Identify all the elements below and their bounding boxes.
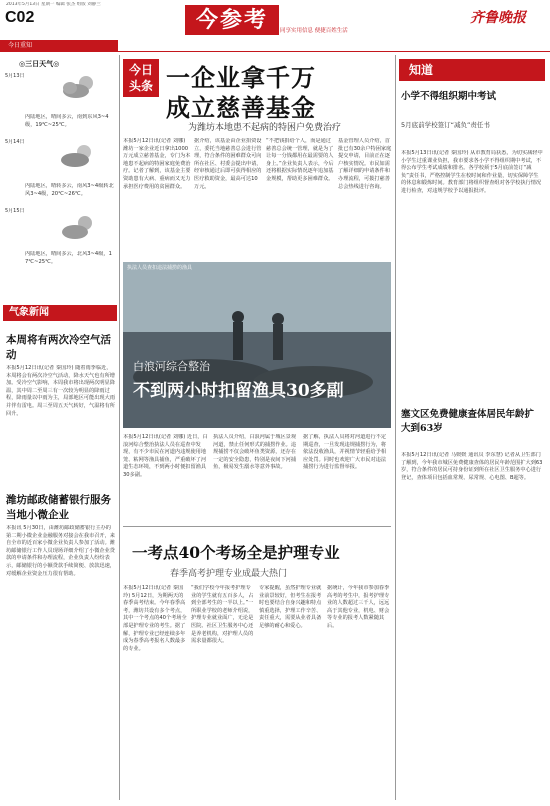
nursing-col-2: “我们学校今年报考护理专业的学生就有五百多人，占到全部考生的一半以上。”一所职业学校的老师介绍说，护理专业就业面广，无论是医院、社区卫生服务中心还是养老机构，对护理人员的需求量都很大。 xyxy=(191,585,254,645)
header-rule xyxy=(0,51,550,52)
section-rule xyxy=(123,526,391,527)
nursing-col-4: 据统计，今年我市参加春季高考的考生中，报考护理专业的人数超过三千人，远远高于其他专业，机电、财会等专业的报考人数紧随其后。 xyxy=(327,585,390,629)
lead-tag xyxy=(123,59,159,97)
lead-headline-2: 成立慈善基金 xyxy=(166,93,316,122)
lead-col-3: “不把钱捐给个人，而是通过慈善总会统一管理，就是为了让每一分钱都用在最需要的人身上。”企业负责人表示，今后还将根据实际情况逐年追加基金规模，帮助更多困难群众。 xyxy=(266,138,334,182)
column-rule-right xyxy=(395,55,396,800)
weather-text-3: 内陆地区，晴间多云，北风3~4级，17℃~25℃。 xyxy=(25,251,112,265)
nursing-col-1: 本报5月12日讯(记者 秦国玲) 5月12日，为期两天的春季高考结束。今年春季高考，潍坊共设有多个考点，其中一个考点的40个考场全部是护理专业的考生。据了解，护理专业已经连续多年成为春季高考报名人数最多的专业。 xyxy=(123,585,187,652)
paper-logo: 齐鲁晚报 xyxy=(470,10,526,26)
weather-date-1: 5月13日 xyxy=(5,73,25,79)
sidebar-headline-2: 塞文区免费健康查体居民年龄扩大到63岁 xyxy=(401,409,535,434)
fishing-body-1: 本报5月12日讯(记者 刘娜) 近日，白浪河综合整治执法人员在巡查中发现，有不少市民在河道内违规使用地笼、粘网等渔具捕鱼，严重破坏了河道生态环境，不到两小时便扣留渔具30多副。 xyxy=(123,434,208,478)
lead-col-1: 本报5月12日讯(记者 刘娜) 潍坊一家企业近日拿出1000万元成立慈善基金，专门为本地患不起病的特困家庭免费治疗。记者了解到，该基金主要资助患有大病、重病而又无力承担医疗费用的贫困群众。 xyxy=(123,138,191,190)
fishing-body-2: 执法人员介绍，白浪河属于城区景观河道，禁止任何形式的捕捞作业。违规捕捞不仅会破坏鱼类资源，还存在一定的安全隐患，特别是夜间下河捕鱼，极易发生溺水等意外事故。 xyxy=(213,434,297,471)
lead-tag-line1: 今日 xyxy=(128,63,153,77)
section-tag: 今日重知 xyxy=(0,40,118,51)
weather-text-2: 内陆地区，晴转多云，南风3~4级转北风3~4级，20℃~26℃。 xyxy=(25,183,114,197)
nursing-headline: 一考点40个考场全是护理专业 xyxy=(132,543,340,562)
weather-date-2: 5月14日 xyxy=(5,139,25,145)
section-title: 今参考 xyxy=(185,5,279,35)
weather-news-body: 本报5月12日讯(记者 秦国玲) 随着雨季临近，本周将会有两次冷空气活动，降水天气也有所增加。受冷空气影响，本周我市将出现两次明显降温，其中周二至周三有一次较为明显的降雨过程，降雨量以中雨为主，局部地区可能出现大雨并伴有雷电。周三至周五天气转好，气温将有所回升。 xyxy=(6,365,115,417)
weather-news-headline: 本周将有两次冷空气活动 xyxy=(6,334,111,361)
fishing-kicker: 白浪河综合整治 xyxy=(133,360,210,373)
page-number: C02 xyxy=(5,9,35,26)
fishing-headline: 不到两小时扣留渔具30多副 xyxy=(133,381,344,401)
lead-col-4: 基金管理人员介绍，首批已有30余户特困家庭提交申请，目前正在逐户核实情况。市民如需了解详细的申请条件和办理流程，可拨打慈善总会热线进行咨询。 xyxy=(338,138,392,190)
bank-body: 本报讯 5月30日，由潍坊邮政储蓄银行主办的第二期小微企业金融服务对接会在我市召开，来自全市的近百家小微企业负责人参加了活动。潍坊邮储银行工作人员现场详细介绍了小微企业贷款的申请条件和办理流程，企业负责人纷纷表示，邮储银行的小额贷款手续简便、放款迅速，对缓解企业资金压力很有帮助。 xyxy=(6,525,115,577)
lead-subhead: 为潍坊本地患不起病的特困户免费治疗 xyxy=(188,123,342,133)
weather-panel xyxy=(3,55,117,295)
lead-tag-line2: 头条 xyxy=(128,79,153,93)
issue-line: 2013年5月13日 星期一 编辑 张杰 组版 刘静兰 xyxy=(6,2,101,7)
sidebar-subhead-1: 5月底前学校签订“减负”责任书 xyxy=(401,121,490,129)
photo-caption: 执法人员查扣违法捕捞的渔具 xyxy=(127,265,193,271)
lead-headline-1: 一企业拿千万 xyxy=(166,63,316,92)
partly-cloudy-icon xyxy=(58,213,98,243)
weather-news-bar: 气象新闻 xyxy=(3,305,117,321)
weather-text-1: 内陆地区，晴间多云，南到东风3~4级，19℃~25℃。 xyxy=(25,114,109,128)
slogan: 同享实用信息 便捷百姓生活 xyxy=(280,28,348,34)
news-photo xyxy=(123,262,391,428)
lead-col-2: 据介绍，该基金由企业捐资设立，委托当地慈善总会进行管理，符合条件的困难群众可向所在社区、村委会提出申请，经审核通过后即可获得相应的医疗救助资金，最高可达10万元。 xyxy=(194,138,262,190)
nursing-subhead: 春季高考护理专业成最大热门 xyxy=(170,569,288,579)
column-rule-left xyxy=(119,55,120,800)
cloudy-icon xyxy=(58,141,98,171)
sidebar-headline-1: 小学不得组织期中考试 xyxy=(401,91,497,102)
weather-date-3: 5月15日 xyxy=(5,208,25,214)
sidebar-bar: 知道 xyxy=(399,59,545,81)
bank-headline: 潍坊邮政储蓄银行服务当地小微企业 xyxy=(6,494,111,521)
sidebar-body-2: 本报5月12日讯(记者 马媛媛 通讯员 李东慧) 记者从卫生部门了解到，今年我市城区免费健康查体的居民年龄范围扩大到63岁，符合条件的居民可持身份证到所在社区卫生服务中心进行登记，查体项目包括血常规、尿常规、心电图、B超等。 xyxy=(401,452,543,481)
cloudy-sun-icon xyxy=(58,73,98,103)
fishing-body-3: 据了解，执法人员将对河道进行不定期巡查，一旦发现违规捕捞行为，将依法没收渔具，并视情节轻重给予相应处罚。同时也欢迎广大市民对违法捕捞行为进行监督举报。 xyxy=(303,434,387,471)
nursing-col-3: 专家提醒，虽然护理专业就业前景较好，但考生在报考时也要结合自身兴趣和特点慎重选择，护理工作辛苦、责任重大，需要从业者具备足够的耐心和爱心。 xyxy=(259,585,322,629)
sidebar-body-1: 本报5月13日讯(记者 秦国玲) 从市教育局获悉，为切实减轻中小学生过重课业负担，我市要求各小学不得组织期中考试，不得公布学生考试成绩和排名。各学校须于5月底前签订“减负”责任书，严格控制学生在校时间和作业量，切实保障学生的休息和锻炼时间。教育部门将组织督查组对各学校执行情况进行检查，对违规学校予以通报批评。 xyxy=(401,150,543,194)
weather-heading: ◎三日天气◎ xyxy=(19,59,60,68)
